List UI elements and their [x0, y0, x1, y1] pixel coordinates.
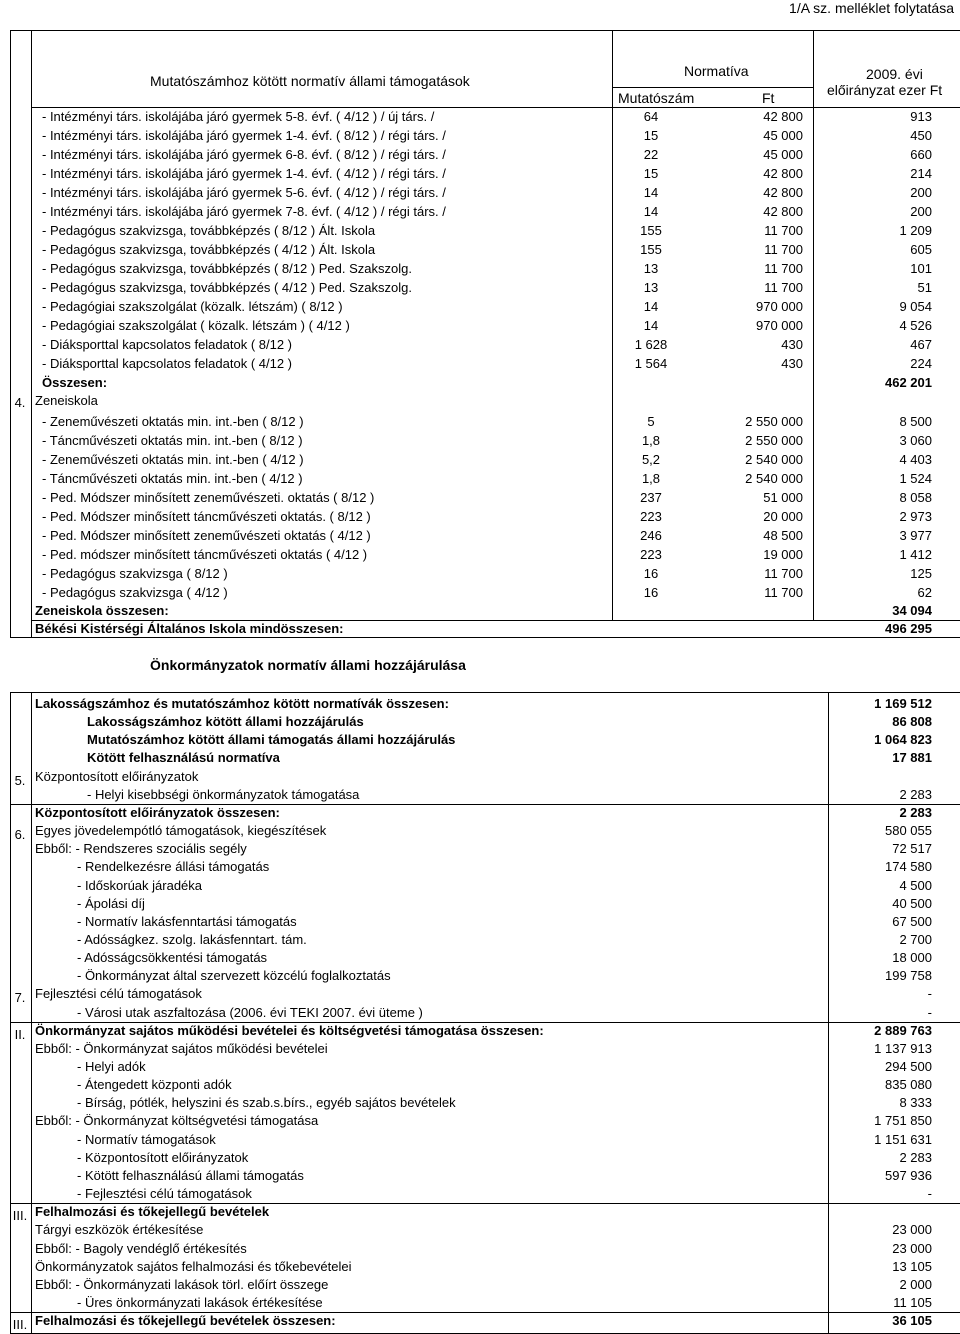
col-eloiranyzat: előirányzat ezer Ft — [827, 82, 943, 98]
table-row — [0, 1240, 960, 1258]
row-label: - Diáksporttal kapcsolatos feladatok ( 4/12 ) — [42, 356, 293, 371]
row-label: - Normatív lakásfenntartási támogatás — [77, 913, 297, 929]
section-number: 4. — [14, 395, 26, 410]
row-value: 1 137 913 — [874, 1040, 932, 1056]
row-label: - Zeneművészeti oktatás min. int.-ben ( 8/12 ) — [42, 414, 304, 429]
row-ft: 2 550 000 — [745, 433, 803, 448]
bekesi-total-row — [0, 620, 960, 638]
row-label: - Pedagógiai szakszolgálat (közalk. létszám) ( 8/12 ) — [42, 299, 343, 314]
row-label: Ebből: - Önkormányzat sajátos működési bevételei — [35, 1040, 328, 1056]
row-label: - Pedagógiai szakszolgálat ( közalk. létszám ) ( 4/12 ) — [42, 318, 350, 333]
table-row — [0, 713, 960, 731]
row-mutatoszam: 155 — [640, 223, 662, 238]
row-mutatoszam: 14 — [643, 299, 659, 314]
row-ft: 11 700 — [764, 242, 803, 257]
row-label: - Városi utak aszfaltozása (2006. évi TEKI 2007. évi üteme ) — [77, 1004, 423, 1020]
row-value: 605 — [910, 242, 932, 257]
row-label: - Rendelkezésre állási támogatás — [77, 859, 270, 875]
row-label: - Pedagógus szakvizsga, továbbképzés ( 4/12 ) Ált. Iskola — [42, 242, 376, 257]
row-mutatoszam: 14 — [643, 204, 659, 219]
row-value: 4 500 — [899, 877, 932, 893]
table-row — [0, 1221, 960, 1239]
row-value: 36 105 — [892, 1313, 932, 1329]
row-label: - Önkormányzat által szervezett közcélú foglalkoztatás — [77, 968, 391, 984]
table-row — [0, 913, 960, 931]
row-label: - Időskorúak járadéka — [77, 877, 203, 893]
table-row — [0, 786, 960, 804]
row-label: - Helyi kisebbségi önkormányzatok támogatása — [87, 786, 360, 802]
row-value: 2 283 — [899, 804, 932, 820]
zeneiskola-total-label: Zeneiskola összesen: — [35, 603, 169, 618]
row-label: - Központosított előirányzatok — [77, 1149, 249, 1165]
table-row — [0, 508, 960, 526]
row-mutatoszam: 15 — [643, 128, 659, 143]
table-row — [0, 895, 960, 913]
table-row — [0, 317, 960, 335]
row-ft: 11 700 — [764, 280, 803, 295]
row-value: 467 — [910, 337, 932, 352]
row-value: 2 889 763 — [874, 1022, 932, 1038]
bekesi-total-value: 496 295 — [885, 621, 932, 636]
table-row — [0, 1312, 960, 1333]
row-label: - Adósságkez. szolg. lakásfenntart. tám. — [77, 931, 307, 947]
row-label: - Táncművészeti oktatás min. int.-ben ( 4/12 ) — [42, 471, 303, 486]
row-label: Felhalmozási és tőkejellegű bevételek összesen: — [35, 1313, 336, 1329]
row-mutatoszam: 1 628 — [634, 337, 668, 352]
row-ft: 45 000 — [763, 128, 803, 143]
row-value: 597 936 — [885, 1167, 932, 1183]
row-value: 2 700 — [899, 931, 932, 947]
row-ft: 20 000 — [763, 509, 803, 524]
row-value: 23 000 — [892, 1240, 932, 1256]
row-value: 67 500 — [892, 913, 932, 929]
row-value: 660 — [910, 147, 932, 162]
table-row — [0, 108, 960, 126]
table-row — [0, 1076, 960, 1094]
table-row — [0, 260, 960, 278]
row-number: 5. — [14, 772, 26, 788]
osszesen-label: Összesen: — [42, 375, 108, 390]
row-mutatoszam: 1 564 — [634, 356, 668, 371]
table-row — [0, 1149, 960, 1167]
row-label: - Ped. Módszer minősített táncművészeti oktatás. ( 8/12 ) — [42, 509, 371, 524]
row-value: 18 000 — [892, 950, 932, 966]
row-mutatoszam: 1,8 — [641, 433, 661, 448]
row-value: 8 500 — [899, 414, 932, 429]
table-row — [0, 1058, 960, 1076]
row-value: 40 500 — [892, 895, 932, 911]
table-row — [0, 546, 960, 564]
table-row — [0, 731, 960, 749]
osszesen-row — [0, 374, 960, 392]
table-row — [0, 1185, 960, 1203]
row-value: - — [927, 986, 932, 1002]
table-row — [0, 1112, 960, 1130]
row-mutatoszam: 223 — [640, 547, 662, 562]
row-value: 2 000 — [899, 1276, 932, 1292]
row-label: - Pedagógus szakvizsga, továbbképzés ( 4/12 ) Ped. Szakszolg. — [42, 280, 412, 295]
table-row — [0, 241, 960, 259]
row-mutatoszam: 1,8 — [641, 471, 661, 486]
table2-title: Önkormányzatok normatív állami hozzájárulása — [150, 657, 466, 673]
row-value: 51 — [917, 280, 932, 295]
row-value: 200 — [910, 204, 932, 219]
row-label: Lakosságszámhoz kötött állami hozzájárulás — [87, 714, 364, 730]
row-mutatoszam: 246 — [640, 528, 662, 543]
row-label: - Üres önkormányzati lakások értékesítése — [77, 1294, 323, 1310]
row-mutatoszam: 5 — [647, 414, 655, 429]
row-label: Ebből: - Bagoly vendéglő értékesítés — [35, 1240, 247, 1256]
row-value: 294 500 — [885, 1059, 932, 1074]
row-mutatoszam: 22 — [643, 147, 659, 162]
row-label: - Pedagógus szakvizsga ( 8/12 ) — [42, 566, 228, 581]
row-value: 62 — [917, 585, 932, 600]
row-label: - Intézményi társ. iskolájába járó gyermek 6-8. évf. ( 8/12 ) / régi társ. / — [42, 147, 446, 162]
row-value: 1 524 — [899, 471, 932, 486]
row-mutatoszam: 15 — [643, 166, 659, 181]
row-ft: 19 000 — [763, 547, 803, 562]
table-title: Mutatószámhoz kötött normatív állami támogatások — [150, 73, 470, 89]
row-ft: 11 700 — [764, 566, 803, 581]
row-label: Ebből: - Önkormányzati lakások törl. előírt összege — [35, 1276, 329, 1292]
zeneiskola-header-row — [0, 392, 960, 410]
row-number: II. — [14, 1026, 26, 1042]
row-ft: 430 — [781, 356, 803, 371]
row-value: 4 403 — [899, 452, 932, 467]
row-mutatoszam: 16 — [643, 585, 659, 600]
row-ft: 2 540 000 — [745, 452, 803, 467]
col-mutatoszam: Mutatószám — [618, 90, 695, 106]
row-mutatoszam: 5,2 — [641, 452, 661, 467]
row-ft: 970 000 — [756, 318, 803, 333]
table-row — [0, 985, 960, 1006]
row-label: - Helyi adók — [77, 1059, 146, 1074]
row-value: 835 080 — [885, 1077, 932, 1093]
row-ft: 970 000 — [756, 299, 803, 314]
table-row — [0, 222, 960, 240]
table-row — [0, 470, 960, 488]
row-value: 2 283 — [899, 786, 932, 802]
row-value: - — [927, 1004, 932, 1020]
zeneiskola-label: Zeneiskola — [35, 393, 98, 408]
row-value: 17 881 — [892, 750, 932, 766]
row-ft: 42 800 — [763, 204, 803, 219]
row-value: 1 064 823 — [874, 732, 932, 748]
table-row — [0, 1167, 960, 1185]
row-mutatoszam: 14 — [643, 185, 659, 200]
table-row — [0, 877, 960, 895]
table-row — [0, 949, 960, 967]
table-row — [0, 967, 960, 985]
row-value: 3 060 — [899, 433, 932, 448]
row-ft: 430 — [781, 337, 803, 352]
table-row — [0, 184, 960, 202]
row-value: 1 412 — [899, 547, 932, 562]
row-label: - Átengedett központi adók — [77, 1077, 232, 1093]
row-label: Ebből: - Önkormányzat költségvetési támogatása — [35, 1113, 319, 1129]
table-row — [0, 146, 960, 164]
row-label: Tárgyi eszközök értékesítése — [35, 1222, 204, 1238]
row-value: 913 — [910, 109, 932, 124]
row-label: - Zeneművészeti oktatás min. int.-ben ( 4/12 ) — [42, 452, 304, 467]
row-label: - Ped. Módszer minősített zeneművészeti oktatás ( 4/12 ) — [42, 528, 371, 543]
row-label: Egyes jövedelempótló támogatások, kiegészítések — [35, 823, 327, 839]
row-value: 2 973 — [899, 509, 932, 524]
row-label: Központosított előirányzatok összesen: — [35, 804, 280, 820]
row-label: - Pedagógus szakvizsga, továbbképzés ( 8/12 ) Ped. Szakszolg. — [42, 261, 412, 276]
row-value: 125 — [910, 566, 932, 581]
row-value: 72 517 — [892, 841, 932, 857]
row-value: 8 058 — [899, 490, 932, 505]
row-ft: 42 800 — [763, 109, 803, 124]
row-label: Önkormányzatok sajátos felhalmozási és tőkebevételei — [35, 1258, 352, 1274]
row-ft: 51 000 — [763, 490, 803, 505]
row-mutatoszam: 237 — [640, 490, 662, 505]
row-value: 4 526 — [899, 318, 932, 333]
table-row — [0, 203, 960, 221]
row-value: 200 — [910, 185, 932, 200]
table-row — [0, 127, 960, 145]
row-mutatoszam: 64 — [643, 109, 659, 124]
row-mutatoszam: 13 — [643, 261, 659, 276]
row-value: 214 — [910, 166, 932, 181]
row-label: - Diáksporttal kapcsolatos feladatok ( 8/12 ) — [42, 337, 293, 352]
row-label: - Pedagógus szakvizsga, továbbképzés ( 8/12 ) Ált. Iskola — [42, 223, 376, 238]
row-number: 7. — [14, 990, 26, 1006]
row-value: 1 751 850 — [874, 1113, 932, 1129]
table-row — [0, 1040, 960, 1058]
row-value: 9 054 — [899, 299, 932, 314]
row-value: 101 — [910, 261, 932, 276]
row-value: 1 151 631 — [874, 1131, 932, 1147]
row-value: 224 — [910, 356, 932, 371]
table-row — [0, 1276, 960, 1294]
row-label: - Ped. módszer minősített táncművészeti oktatás ( 4/12 ) — [42, 547, 368, 562]
row-value: 199 758 — [885, 968, 932, 984]
row-value: 8 333 — [899, 1095, 932, 1111]
row-label: - Fejlesztési célú támogatások — [77, 1186, 252, 1202]
row-label: - Intézményi társ. iskolájába járó gyermek 5-8. évf. ( 4/12 ) / új társ. / — [42, 109, 435, 124]
table-row — [0, 858, 960, 876]
row-ft: 2 540 000 — [745, 471, 803, 486]
table-row — [0, 695, 960, 713]
osszesen-value: 462 201 — [885, 375, 932, 390]
row-label: Kötött felhasználású normatíva — [87, 750, 280, 766]
row-number: 6. — [14, 827, 26, 843]
row-ft: 11 700 — [764, 261, 803, 276]
table-row — [0, 768, 960, 786]
table-row — [0, 840, 960, 858]
row-label: - Intézményi társ. iskolájába járó gyermek 1-4. évf. ( 4/12 ) / régi társ. / — [42, 166, 446, 181]
table-row — [0, 1294, 960, 1312]
row-label: - Adósságcsökkentési támogatás — [77, 950, 268, 966]
table-row — [0, 1203, 960, 1224]
table-row — [0, 355, 960, 373]
table-row — [0, 749, 960, 767]
table-row — [0, 413, 960, 431]
table-row — [0, 1004, 960, 1022]
row-value: 11 105 — [893, 1294, 932, 1310]
row-label: - Intézményi társ. iskolájába járó gyermek 5-6. évf. ( 4/12 ) / régi társ. / — [42, 185, 446, 200]
table-row — [0, 1094, 960, 1112]
row-ft: 11 700 — [764, 223, 803, 238]
table-row — [0, 165, 960, 183]
row-label: - Táncművészeti oktatás min. int.-ben ( 8/12 ) — [42, 433, 303, 448]
row-label: Lakosságszámhoz és mutatószámhoz kötött normatívák összesen: — [35, 696, 449, 711]
row-value: 13 105 — [892, 1258, 932, 1274]
table-row — [0, 1131, 960, 1149]
row-label: Felhalmozási és tőkejellegű bevételek — [35, 1204, 270, 1220]
row-label: Mutatószámhoz kötött állami támogatás állami hozzájárulás — [87, 732, 456, 748]
row-label: Központosított előirányzatok — [35, 768, 199, 784]
zeneiskola-total-row — [0, 602, 960, 620]
row-label: Fejlesztési célú támogatások — [35, 986, 202, 1002]
row-label: - Intézményi társ. iskolájába járó gyermek 1-4. évf. ( 8/12 ) / régi társ. / — [42, 128, 446, 143]
row-label: - Ápolási díj — [77, 895, 145, 911]
table-row — [0, 451, 960, 469]
row-ft: 42 800 — [763, 166, 803, 181]
table-row — [0, 336, 960, 354]
row-value: 86 808 — [892, 714, 932, 730]
row-value: 23 000 — [892, 1222, 932, 1238]
table-row — [0, 1022, 960, 1040]
row-label: - Intézményi társ. iskolájába járó gyermek 7-8. évf. ( 4/12 ) / régi társ. / — [42, 204, 446, 219]
row-mutatoszam: 16 — [643, 566, 659, 581]
table-row — [0, 565, 960, 583]
row-value: 580 055 — [885, 823, 932, 839]
row-value: 1 209 — [899, 223, 932, 238]
col-normativa: Normatíva — [684, 63, 749, 79]
header-note: 1/A sz. melléklet folytatása — [789, 0, 954, 16]
row-number: III. — [12, 1208, 28, 1224]
row-label: - Kötött felhasználású állami támogatás — [77, 1167, 304, 1183]
row-ft: 11 700 — [764, 585, 803, 600]
zeneiskola-total-value: 34 094 — [892, 603, 932, 618]
row-mutatoszam: 14 — [643, 318, 659, 333]
row-label: Ebből: - Rendszeres szociális segély — [35, 841, 247, 857]
table-row — [0, 1258, 960, 1276]
row-ft: 2 550 000 — [745, 414, 803, 429]
row-mutatoszam: 223 — [640, 509, 662, 524]
row-ft: 48 500 — [763, 528, 803, 543]
row-label: - Bírság, pótlék, helyszini és szab.s.bírs., egyéb sajátos bevételek — [77, 1095, 456, 1111]
row-label: - Ped. Módszer minősített zeneművészeti. oktatás ( 8/12 ) — [42, 490, 375, 505]
table-row — [0, 931, 960, 949]
row-value: 174 580 — [885, 859, 932, 875]
row-label: - Pedagógus szakvizsga ( 4/12 ) — [42, 585, 228, 600]
row-value: 450 — [910, 128, 932, 143]
row-ft: 42 800 — [763, 185, 803, 200]
col-ft: Ft — [762, 90, 775, 106]
table-row — [0, 489, 960, 507]
table-row — [0, 804, 960, 822]
bekesi-total-label: Békési Kistérségi Általános Iskola mindösszesen: — [35, 621, 344, 636]
row-ft: 45 000 — [763, 147, 803, 162]
row-value: - — [927, 1186, 932, 1202]
table-row — [0, 822, 960, 843]
row-label: Önkormányzat sajátos működési bevételei és költségvetési támogatása összesen: — [35, 1022, 544, 1038]
row-value: 3 977 — [899, 528, 932, 543]
row-number: III. — [12, 1317, 28, 1333]
table-row — [0, 298, 960, 316]
table-row — [0, 584, 960, 602]
row-value: 2 283 — [899, 1149, 932, 1165]
row-mutatoszam: 155 — [640, 242, 662, 257]
table-row — [0, 279, 960, 297]
row-label: - Normatív támogatások — [77, 1131, 216, 1147]
row-value: 1 169 512 — [874, 696, 932, 711]
table-row — [0, 527, 960, 545]
col-year: 2009. évi — [866, 66, 923, 82]
table-row — [0, 432, 960, 450]
row-mutatoszam: 13 — [643, 280, 659, 295]
